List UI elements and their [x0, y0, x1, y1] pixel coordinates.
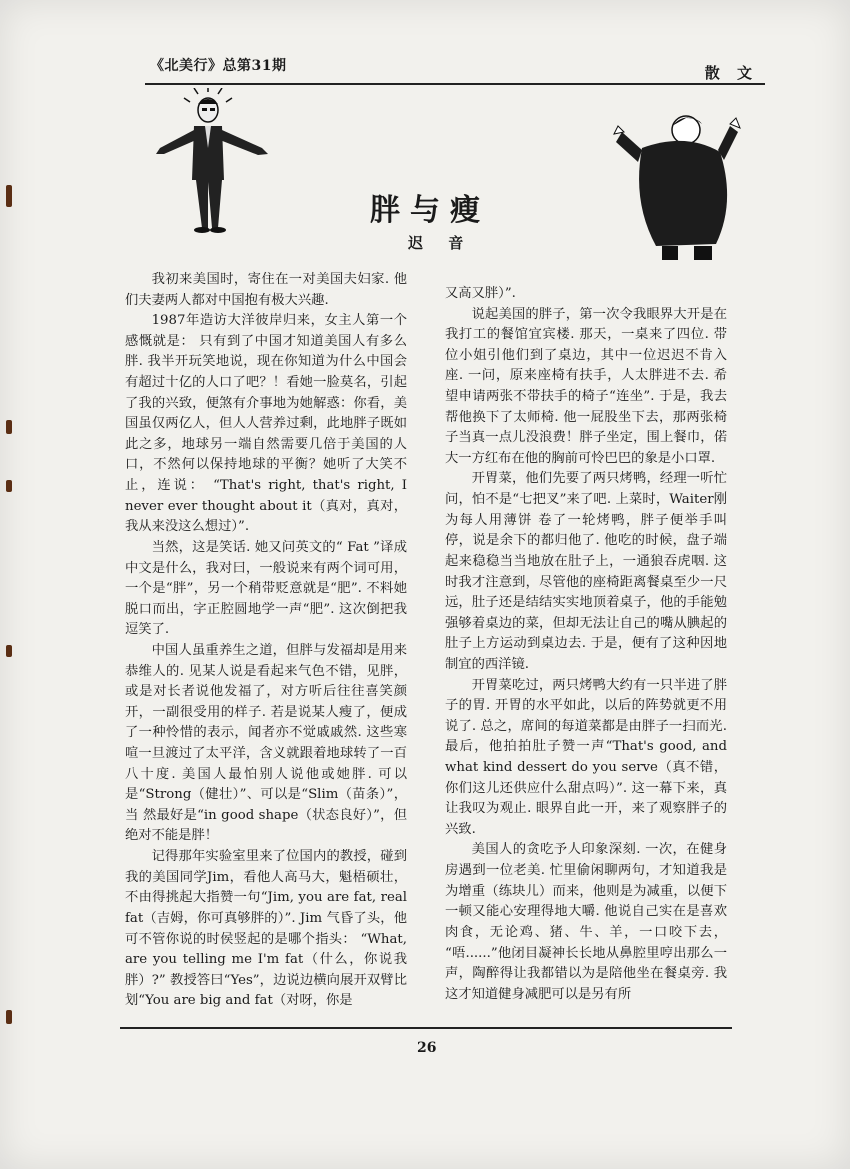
binder-mark [6, 1010, 12, 1024]
page-number: 26 [417, 1040, 437, 1056]
paragraph: 记得那年实验室里来了位国内的教授，碰到我的美国同学Jim，看他人高马大，魁梧硕壮， 不由得挑起大指赞一句“Jim, you are fat, real fat（吉姆，你可真够胖的）”. Jim 气昏了头，他可不管你说的时侯竖起的是哪个指头： “What, are you telling me I'm fat（什么，你说我胖）?” 教授答曰“Yes”，边说边横向展开双臂比划“You are big and fat（对呀，你是 [125, 849, 407, 1009]
binder-mark [6, 480, 12, 492]
binder-mark [6, 420, 12, 434]
publication-issue: 《北美行》总第31期 [150, 58, 287, 74]
binder-mark [6, 185, 12, 207]
paragraph: 中国人虽重养生之道，但胖与发福却是用来恭维人的. 见某人说是看起来气色不错，见胖，或是对长者说他发福了，对方听后往往喜笑颜开，一副很受用的样子. 若是说某人瘦了，便成了一种怜惜的表示，闻者亦不觉戚戚然. 这些寒喧一旦渡过了太平洋，含义就跟着地球转了一百八十度. 美国人最怕别人说他或她胖. 可以是“Strong（健壮）”、可以是“Slim（苗条）”，当 然最好是“in good shape（状态良好）”，但绝对不能是胖！ [125, 642, 407, 844]
paragraph: 开胃菜吃过，两只烤鸭大约有一只半进了胖子的胃. 开胃的水平如此，以后的阵势就更不用说了. 总之，席间的每道菜都是由胖子一扫而光. 最后，他拍拍肚子赞一声“That's good, and what kind dessert do you serve（真不错，你们这儿还供应什么甜点吗）”. 这一幕下来，真让我叹为观止. 眼界自此一开，来了观察胖子的兴致. [445, 677, 727, 837]
paragraph: 又高又胖）”. [445, 286, 516, 301]
footer-divider [120, 1027, 732, 1029]
article-author: 迟 音 [408, 234, 474, 252]
thin-man-illustration [150, 88, 280, 238]
binder-mark [6, 645, 12, 657]
paragraph: 我初来美国时，寄住在一对美国夫妇家. 他们夫妻两人都对中国抱有极大兴趣. [125, 272, 407, 308]
fat-man-illustration [612, 112, 742, 262]
paragraph: 1987年造访大洋彼岸归来，女主人第一个感慨就是： 只有到了中国才知道美国人有多么胖. 我半开玩笑地说，现在你知道为什么中国会有超过十亿的人口了吧？！看她一脸莫名，引起了我的兴致，便煞有介事地为她解惑：你看，美国虽仅两亿人，但人人营养过剩，此地胖子既如此之多，地球另一端自然需要几倍于美国的人口，不然何以保持地球的平衡？她听了大笑不止，连说： “That's right, that's right, I never ever thought about it（真对，真对，我从来没这么想过）”. [125, 313, 407, 535]
section-label: 散 文 [704, 64, 758, 82]
right-column [445, 284, 727, 1005]
paragraph: 开胃菜，他们先要了两只烤鸭，经理一听忙问，怕不是“七把叉”来了吧. 上菜时，Waiter刚为每人用薄饼 卷了一轮烤鸭，胖子便举手叫停，说是余下的都归他了. 他吃的时候，盘子端起来稳稳当当地放在肚子上，一通狼吞虎咽. 这时我才注意到，尽管他的座椅距离餐桌至少一尺远，肚子还是结结实实地顶着桌子，他的手能勉强够着桌边的菜，但却无法让自己的嘴从腆起的肚子上方运动到桌边去. 于是，便有了这种因地制宜的西洋镜. [445, 471, 727, 672]
paragraph: 美国人的贪吃予人印象深刻. 一次，在健身房遇到一位老美. 忙里偷闲聊两句，才知道我是为增重（练块儿）而来，他则是为减重，以便下一顿又能心安理得地大嚼. 他说自己实在是喜欢肉食，无论鸡、猪、牛、羊，一口咬下去， “唔......”他闭目凝神长长地从鼻腔里哼出那么一声，陶醉得让我都错以为是陪他坐在餐桌旁. 我这才知道健身减肥可以是另有所 [445, 842, 727, 1002]
article-title: 胖与瘦 [370, 193, 490, 228]
paragraph: 当然，这是笑话. 她又问英文的“ Fat ”译成中文是什么，我对曰，一般说来有两个词可用，一个是“胖”，另一个稍带贬意就是“肥”. 不料她脱口而出，字正腔圆地学一声“肥”. 这次倒把我逗笑了. [125, 539, 407, 638]
header-divider [145, 83, 765, 85]
left-column [125, 270, 407, 1012]
paragraph: 说起美国的胖子，第一次令我眼界大开是在我打工的餐馆宜宾楼. 那天，一桌来了四位. 带位小姐引他们到了桌边，其中一位迟迟不肯入座. 一问，原来座椅有扶手，人太胖进不去. 希望申请两张不带扶手的椅子“连坐”. 于是，我去帮他换下了太师椅. 他一屁股坐下去，那两张椅子当真一点儿没浪费！胖子坐定，围上餐巾，偌大一方红布在他的胸前可怜巴巴的象是小口罩. [445, 306, 727, 466]
